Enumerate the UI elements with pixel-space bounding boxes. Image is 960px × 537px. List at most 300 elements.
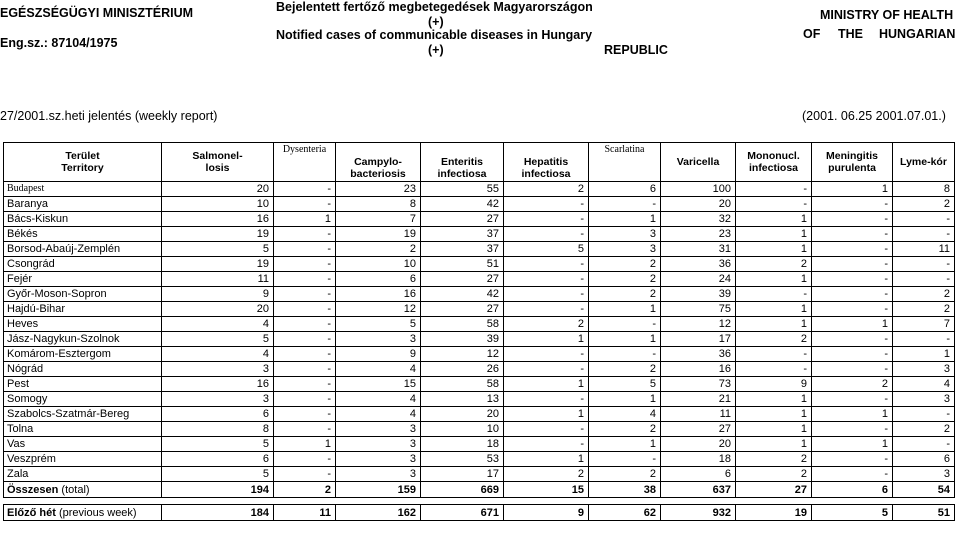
value-cell: - [736,347,812,362]
ministry-hu: EGÉSZSÉGÜGYI MINISZTÉRIUM [0,6,194,20]
value-cell: 24 [661,272,736,287]
value-cell: - [504,212,589,227]
col-label-1: Dysenteria [282,144,327,155]
territory-name: Somogy [7,393,48,405]
value-cell: - [736,182,812,197]
value-cell: 27 [421,302,504,317]
value-cell: - [504,197,589,212]
value-cell: 19 [162,227,274,242]
value-cell: 1 [736,212,812,227]
value-cell: 39 [661,287,736,302]
value-cell: 6 [589,182,661,197]
value-cell: - [812,227,893,242]
value-cell: 159 [336,482,421,498]
value-cell: 53 [421,452,504,467]
value-cell: 2 [736,467,812,482]
value-cell: 6 [812,482,893,498]
territory-cell [4,407,162,422]
table-row [4,242,955,257]
value-cell: 1 [504,332,589,347]
value-cell: - [893,212,955,227]
territory-cell [4,317,162,332]
value-cell: 11 [893,242,955,257]
value-cell: 27 [421,272,504,287]
table-row [4,317,955,332]
value-cell: 11 [274,505,336,521]
value-cell: 21 [661,392,736,407]
territory-cell [4,362,162,377]
value-cell: 16 [336,287,421,302]
value-cell: 2 [589,467,661,482]
value-cell: 2 [336,242,421,257]
value-cell: 1 [812,182,893,197]
value-cell: 9 [736,377,812,392]
value-cell: 1 [736,272,812,287]
value-cell: - [812,272,893,287]
value-cell: 3 [336,467,421,482]
value-cell: 4 [336,392,421,407]
value-cell: 1 [589,332,661,347]
separator-cell [421,498,504,505]
separator-cell [504,498,589,505]
table-row [4,212,955,227]
separator-cell [661,498,736,505]
value-cell: 1 [736,392,812,407]
territory-suffix: (previous week) [55,506,137,519]
value-cell: - [274,362,336,377]
value-cell: 669 [421,482,504,498]
table-header-row [4,143,955,182]
separator-cell [736,498,812,505]
col-label-1: Enteritis [440,156,483,168]
value-cell: - [504,392,589,407]
territory-name: Összesen [7,483,59,496]
value-cell: 194 [162,482,274,498]
value-cell: 3 [336,437,421,452]
col-label-1: Meningitis [826,150,878,162]
value-cell: 3 [589,242,661,257]
value-cell: - [812,452,893,467]
col-label-2: Territory [61,162,104,174]
value-cell: 5 [336,317,421,332]
value-cell: 1 [812,437,893,452]
value-cell: 4 [336,407,421,422]
value-cell: 4 [162,347,274,362]
value-cell: 18 [661,452,736,467]
col-label-1: Scarlatina [604,144,645,155]
col-hepatitis [504,143,589,182]
col-label-1: Campylo- [354,156,402,168]
territory-name: Tolna [7,423,34,435]
table-row [4,227,955,242]
value-cell: 37 [421,242,504,257]
territory-name: Baranya [7,198,48,210]
col-label-2: infectiosa [748,162,798,174]
value-cell: - [504,437,589,452]
value-cell: 5 [812,505,893,521]
value-cell: 2 [589,287,661,302]
value-cell: - [812,392,893,407]
value-cell: 11 [661,407,736,422]
value-cell: - [812,362,893,377]
separator-cell [893,498,955,505]
value-cell: 8 [336,197,421,212]
territory-cell [4,182,162,197]
value-cell: - [893,407,955,422]
value-cell: 20 [661,437,736,452]
table-row [4,505,955,521]
value-cell: 1 [274,437,336,452]
separator-cell [336,498,421,505]
territory-name: Előző hét [7,506,56,519]
separator-cell [162,498,274,505]
value-cell: 17 [661,332,736,347]
col-label-2: bacteriosis [350,168,406,180]
territory-cell [4,452,162,467]
value-cell: 6 [162,407,274,422]
value-cell: 62 [589,505,661,521]
table-row [4,287,955,302]
territory-cell [4,242,162,257]
value-cell: - [274,302,336,317]
value-cell: 17 [421,467,504,482]
value-cell: - [812,212,893,227]
value-cell: 51 [421,257,504,272]
value-cell: 3 [893,392,955,407]
value-cell: - [274,242,336,257]
value-cell: 5 [162,332,274,347]
separator-cell [589,498,661,505]
value-cell: 55 [421,182,504,197]
value-cell: - [504,257,589,272]
territory-cell [4,302,162,317]
value-cell: 162 [336,505,421,521]
value-cell: 1 [736,407,812,422]
separator-cell [4,498,162,505]
value-cell: 9 [162,287,274,302]
col-label-1: Varicella [676,156,720,168]
value-cell: 1 [274,212,336,227]
territory-name: Vas [7,438,26,450]
value-cell: - [274,197,336,212]
value-cell: 16 [661,362,736,377]
value-cell: 36 [661,347,736,362]
value-cell: 26 [421,362,504,377]
value-cell: 37 [421,227,504,242]
value-cell: 3 [336,422,421,437]
value-cell: - [589,347,661,362]
value-cell: - [893,332,955,347]
report-label: 27/2001.sz.heti jelentés (weekly report) [0,109,218,123]
value-cell: - [274,332,336,347]
title-hu: Bejelentett fertőző megbetegedések Magyarországon [276,0,593,14]
value-cell: 16 [162,212,274,227]
value-cell: - [504,347,589,362]
value-cell: - [812,287,893,302]
value-cell: - [812,302,893,317]
table-row [4,332,955,347]
territory-name: Nógrád [7,363,44,375]
value-cell: 100 [661,182,736,197]
value-cell: - [274,257,336,272]
value-cell: 5 [162,437,274,452]
value-cell: 3 [336,332,421,347]
value-cell: - [504,422,589,437]
value-cell: - [274,452,336,467]
col-label-2: infectiosa [521,168,571,180]
value-cell: 2 [893,422,955,437]
value-cell: - [274,317,336,332]
territory-name: Veszprém [7,453,56,465]
value-cell: 12 [421,347,504,362]
value-cell: 6 [661,467,736,482]
value-cell: 3 [162,392,274,407]
value-cell: 20 [162,182,274,197]
value-cell: 15 [504,482,589,498]
value-cell: - [812,347,893,362]
value-cell: 13 [421,392,504,407]
value-cell: 8 [162,422,274,437]
of-label: OF [803,27,821,41]
value-cell: - [274,272,336,287]
value-cell: 2 [736,257,812,272]
separator-cell [274,498,336,505]
value-cell: 73 [661,377,736,392]
table-row [4,197,955,212]
value-cell: 4 [589,407,661,422]
title-hu-mark: (+) [428,15,444,29]
value-cell: 54 [893,482,955,498]
value-cell: - [589,317,661,332]
territory-suffix: (total) [58,483,90,496]
value-cell: 2 [589,272,661,287]
table-row [4,362,955,377]
value-cell: 32 [661,212,736,227]
value-cell: 1 [736,302,812,317]
value-cell: - [274,407,336,422]
value-cell: 18 [421,437,504,452]
col-dysenteria [274,143,336,182]
col-scarlatina [589,143,661,182]
value-cell: 1 [736,422,812,437]
territory-name: Hajdú-Bihar [7,303,66,315]
value-cell: 2 [274,482,336,498]
value-cell: 1 [589,437,661,452]
value-cell: 38 [589,482,661,498]
value-cell: 7 [336,212,421,227]
table-row [4,422,955,437]
title-en-mark: (+) [428,43,444,57]
value-cell: 2 [589,362,661,377]
value-cell: 19 [736,505,812,521]
value-cell: 2 [504,182,589,197]
value-cell: 1 [504,452,589,467]
col-label-1: Salmonel- [192,150,243,162]
territory-name: Pest [7,378,30,390]
value-cell: 1 [812,317,893,332]
value-cell: 2 [589,422,661,437]
value-cell: - [504,272,589,287]
value-cell: - [504,302,589,317]
col-lyme [893,143,955,182]
territory-cell [4,377,162,392]
hungarian-label: HUNGARIAN [879,27,956,41]
value-cell: 20 [661,197,736,212]
value-cell: - [504,287,589,302]
value-cell: 932 [661,505,736,521]
value-cell: 36 [661,257,736,272]
value-cell: - [504,362,589,377]
value-cell: 1 [736,317,812,332]
value-cell: 2 [504,317,589,332]
territory-name: Békés [7,228,38,240]
title-en: Notified cases of communicable diseases in Hungary [276,28,593,42]
value-cell: 1 [736,242,812,257]
col-meningitis [812,143,893,182]
value-cell: - [274,377,336,392]
value-cell: 27 [661,422,736,437]
value-cell: 15 [336,377,421,392]
territory-cell [4,437,162,452]
table-row [4,407,955,422]
value-cell: 3 [893,467,955,482]
value-cell: - [736,287,812,302]
separator-row [4,498,955,505]
value-cell: - [812,467,893,482]
value-cell: 10 [336,257,421,272]
col-territory [4,143,162,182]
value-cell: 6 [336,272,421,287]
value-cell: 9 [504,505,589,521]
value-cell: 2 [504,467,589,482]
value-cell: 1 [736,437,812,452]
territory-name: Fejér [7,273,33,285]
value-cell: 20 [162,302,274,317]
value-cell: 58 [421,377,504,392]
value-cell: 2 [893,197,955,212]
value-cell: - [274,467,336,482]
territory-name: Zala [7,468,29,480]
the-label: THE [838,27,863,41]
value-cell: 4 [336,362,421,377]
value-cell: 9 [336,347,421,362]
col-varicella [661,143,736,182]
territory-cell [4,347,162,362]
value-cell: 2 [812,377,893,392]
col-label-1: Lyme-kór [900,156,947,168]
territory-cell [4,332,162,347]
value-cell: 6 [893,452,955,467]
value-cell: 1 [504,377,589,392]
value-cell: 1 [589,392,661,407]
territory-name: Komárom-Esztergom [7,348,111,360]
territory-cell [4,392,162,407]
value-cell: 51 [893,505,955,521]
value-cell: 16 [162,377,274,392]
table-row [4,482,955,498]
territory-name: Heves [7,318,39,330]
value-cell: 637 [661,482,736,498]
table-row [4,302,955,317]
territory-cell [4,482,162,498]
value-cell: 3 [336,452,421,467]
table-row [4,452,955,467]
value-cell: - [736,362,812,377]
table-row [4,377,955,392]
value-cell: - [812,197,893,212]
value-cell: - [893,227,955,242]
value-cell: 5 [589,377,661,392]
territory-cell [4,227,162,242]
col-enteritis [421,143,504,182]
table-row [4,392,955,407]
value-cell: - [589,197,661,212]
value-cell: 5 [162,467,274,482]
disease-table [3,142,955,521]
value-cell: 58 [421,317,504,332]
value-cell: 2 [736,452,812,467]
value-cell: 3 [162,362,274,377]
table-row [4,272,955,287]
value-cell: 1 [736,227,812,242]
value-cell: 8 [893,182,955,197]
value-cell: - [893,272,955,287]
territory-cell [4,287,162,302]
value-cell: - [589,452,661,467]
value-cell: - [812,422,893,437]
territory-cell [4,272,162,287]
table-row [4,182,955,197]
value-cell: 4 [162,317,274,332]
value-cell: - [504,227,589,242]
table-row [4,437,955,452]
value-cell: - [893,437,955,452]
territory-name: Budapest [7,183,45,194]
territory-name: Borsod-Abaúj-Zemplén [7,243,121,255]
value-cell: 3 [893,362,955,377]
territory-name: Bács-Kiskun [7,213,69,225]
value-cell: - [274,287,336,302]
registration-number: Eng.sz.: 87104/1975 [0,36,118,50]
value-cell: 10 [421,422,504,437]
value-cell: 3 [589,227,661,242]
col-label-2: infectiosa [437,168,487,180]
territory-name: Győr-Moson-Sopron [7,288,107,300]
value-cell: 6 [162,452,274,467]
value-cell: 27 [736,482,812,498]
value-cell: 31 [661,242,736,257]
value-cell: 75 [661,302,736,317]
value-cell: 5 [504,242,589,257]
value-cell: 27 [421,212,504,227]
ministry-en: MINISTRY OF HEALTH [820,8,954,22]
value-cell: 12 [661,317,736,332]
value-cell: 19 [162,257,274,272]
value-cell: 1 [504,407,589,422]
col-salmonellosis [162,143,274,182]
value-cell: 184 [162,505,274,521]
value-cell: - [274,392,336,407]
value-cell: 4 [893,377,955,392]
territory-cell [4,467,162,482]
table-row [4,467,955,482]
value-cell: 12 [336,302,421,317]
value-cell: 1 [589,302,661,317]
value-cell: 1 [589,212,661,227]
value-cell: - [812,257,893,272]
value-cell: 1 [893,347,955,362]
territory-cell [4,257,162,272]
